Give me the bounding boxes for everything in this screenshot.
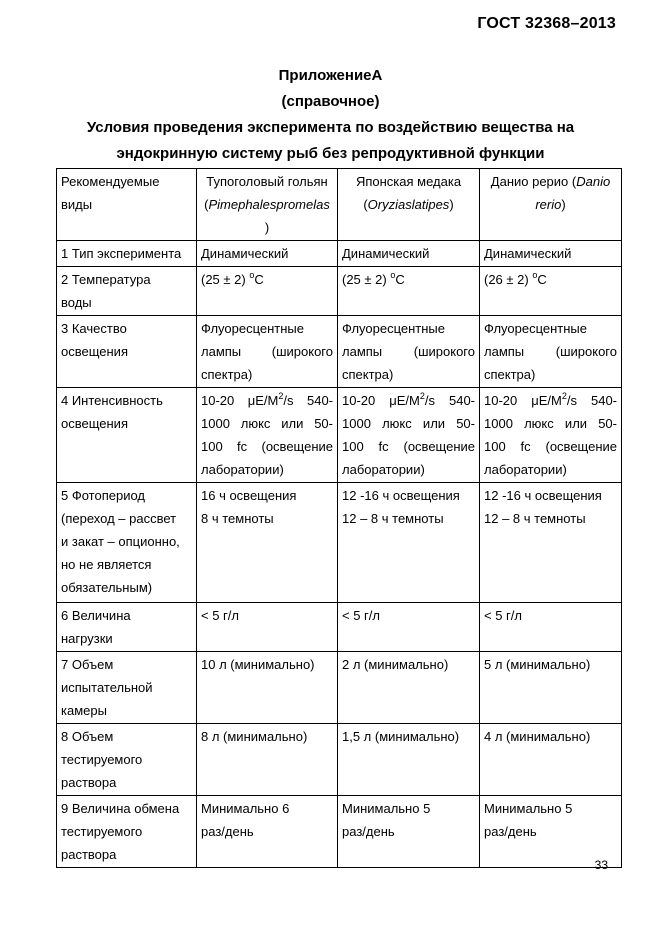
value-cell [480,316,622,388]
param-text: 5 Фотопериод [61,488,145,503]
value-text: Динамический [342,246,430,261]
table-row [57,652,622,724]
param-text: нагрузки [61,631,113,646]
closing-paren: ) [264,220,270,235]
species-latin: (Oryziaslatipes) [363,197,454,212]
value-cell [197,652,338,724]
param-cell [57,724,197,796]
unit-text: С [254,272,264,287]
value-text: 5 л (минимально) [484,657,591,672]
value-cell [338,796,480,868]
value-text: (25 ± 2) [201,272,246,287]
value-text: лаборатории) [201,462,284,477]
param-cell [57,388,197,483]
param-text: 8 Объем [61,729,114,744]
species-latin: (Pimephalespromelas [204,197,330,212]
value-text: спектра) [342,367,394,382]
param-text: раствора [61,847,117,862]
header-cell-fathead-minnow [197,169,338,241]
value-cell [338,603,480,652]
value-text: /s 540- [566,393,618,408]
param-text: 9 Величина обмена [61,801,180,816]
appendix-heading-line-1: Условия проведения эксперимента по воздействию вещества на [86,119,575,136]
unit-text: С [537,272,547,287]
value-cell [338,483,480,603]
table-row [57,241,622,267]
latin-name: rerio [535,197,562,212]
value-text: 12 – 8 ч темноты [484,511,586,526]
param-cell [57,603,197,652]
value-cell [338,316,480,388]
species-name: Тупоголовый гольян [206,174,328,189]
value-cell [197,388,338,483]
param-text: 4 Интенсивность [61,393,163,408]
value-text: 1,5 л (минимально) [342,729,460,744]
value-cell [338,652,480,724]
value-cell [197,483,338,603]
param-cell [57,796,197,868]
conditions-table [56,168,622,868]
unit-text: С [395,272,405,287]
header-text: Рекомендуемые [61,174,160,189]
value-cell [338,267,480,316]
value-cell [197,603,338,652]
param-text: обязательным) [61,580,153,595]
param-text: освещения [61,416,128,431]
value-cell [197,241,338,267]
param-text: 7 Объем [61,657,114,672]
value-text: 12 -16 ч освещения [342,488,460,503]
value-text: лаборатории) [484,462,567,477]
value-text: 1000 люкс или 50- [342,416,475,431]
param-text: 2 Температура [61,272,151,287]
appendix-heading-line-2: эндокринную систему рыб без репродуктивной функции [116,145,545,162]
species-latin: rerio) [535,197,566,212]
value-text: лампы (широкого [201,344,333,359]
exponent: 2 [278,391,284,401]
appendix-note: (справочное) [281,93,380,110]
header-cell-species [57,169,197,241]
temperature-value [342,268,475,291]
latin-name: Oryziaslatipes [367,197,450,212]
value-cell [480,241,622,267]
value-cell [197,267,338,316]
value-text: 100 fc (освещение [201,439,333,454]
value-cell [338,388,480,483]
value-cell [480,483,622,603]
table-row [57,724,622,796]
param-text: воды [61,295,92,310]
value-text: лампы (широкого [342,344,475,359]
value-text: лаборатории) [342,462,425,477]
appendix-title: ПриложениеА [278,67,383,84]
exponent: 2 [561,391,567,401]
param-cell [57,652,197,724]
value-text: 8 л (минимально) [201,729,308,744]
value-cell [197,316,338,388]
table-header-row [57,169,622,241]
value-text: /s 540- [424,393,476,408]
value-text: спектра) [201,367,253,382]
light-intensity-line [484,389,617,412]
value-text: /s 540- [283,393,334,408]
param-cell [57,483,197,603]
page-number: 33 [594,858,608,872]
value-text: 1000 люкс или 50- [201,416,333,431]
header-text: виды [61,197,93,212]
header-cell-medaka [338,169,480,241]
param-text: испытательной [61,680,153,695]
header-cell-zebrafish [480,169,622,241]
param-text: освещения [61,344,128,359]
param-text: но не является [61,557,152,572]
value-text: 10-20 μE/M [484,393,562,408]
value-cell [480,603,622,652]
param-text: тестируемого [61,752,143,767]
value-text: 8 ч темноты [201,511,274,526]
value-text: Минимально 5 [342,801,431,816]
temperature-value [484,268,617,291]
value-text: Динамический [484,246,572,261]
value-cell [338,241,480,267]
value-text: 2 л (минимально) [342,657,449,672]
value-text: раз/день [484,824,537,839]
value-text: 12 -16 ч освещения [484,488,602,503]
value-text: Флуоресцентные [342,321,445,336]
value-text: 10-20 μE/M [201,393,279,408]
value-text: Флуоресцентные [484,321,587,336]
param-text: тестируемого [61,824,143,839]
param-cell [57,241,197,267]
value-cell [338,724,480,796]
value-text: 1000 люкс или 50- [484,416,617,431]
value-text: Минимально 6 [201,801,290,816]
value-cell [480,652,622,724]
light-intensity-line [201,389,333,412]
value-cell [480,724,622,796]
value-cell [197,796,338,868]
table-row [57,603,622,652]
value-text: 100 fc (освещение [484,439,617,454]
light-intensity-line [342,389,475,412]
value-cell [480,388,622,483]
value-text: (26 ± 2) [484,272,529,287]
param-cell [57,316,197,388]
value-text: спектра) [484,367,536,382]
exponent: 2 [419,391,425,401]
param-text: камеры [61,703,107,718]
value-text: < 5 г/л [484,608,522,623]
document-code: ГОСТ 32368–2013 [477,15,616,32]
value-text: Динамический [201,246,289,261]
value-text: раз/день [201,824,254,839]
species-name: Данио рерио (Danio [490,174,611,189]
value-cell [480,796,622,868]
temperature-value [201,268,333,291]
latin-name: Pimephalespromelas [208,197,330,212]
param-text: раствора [61,775,117,790]
value-text: 10-20 μE/M [342,393,420,408]
table-row [57,388,622,483]
param-cell [57,267,197,316]
value-text: 10 л (минимально) [201,657,315,672]
param-text: 6 Величина [61,608,131,623]
value-text: Минимально 5 [484,801,573,816]
param-text: 3 Качество [61,321,127,336]
table-row [57,267,622,316]
param-text: и закат – опционно, [61,534,180,549]
value-text: < 5 г/л [342,608,380,623]
value-text: 4 л (минимально) [484,729,591,744]
value-cell [480,267,622,316]
value-text: < 5 г/л [201,608,239,623]
value-cell [197,724,338,796]
degree-sign: o [249,270,255,280]
param-text: 1 Тип эксперимента [61,246,182,261]
degree-sign: o [390,270,396,280]
value-text: Флуоресцентные [201,321,304,336]
degree-sign: o [532,270,538,280]
table-row [57,483,622,603]
species-name-text: Данио рерио [490,174,569,189]
species-name: Японская медака [355,174,462,189]
value-text: 16 ч освещения [201,488,297,503]
param-text: (переход – рассвет [61,511,177,526]
value-text: раз/день [342,824,395,839]
value-text: (25 ± 2) [342,272,387,287]
value-text: 100 fc (освещение [342,439,475,454]
table-row [57,316,622,388]
value-text: 12 – 8 ч темноты [342,511,444,526]
table-row [57,796,622,868]
latin-name: Danio [576,174,611,189]
value-text: лампы (широкого [484,344,617,359]
